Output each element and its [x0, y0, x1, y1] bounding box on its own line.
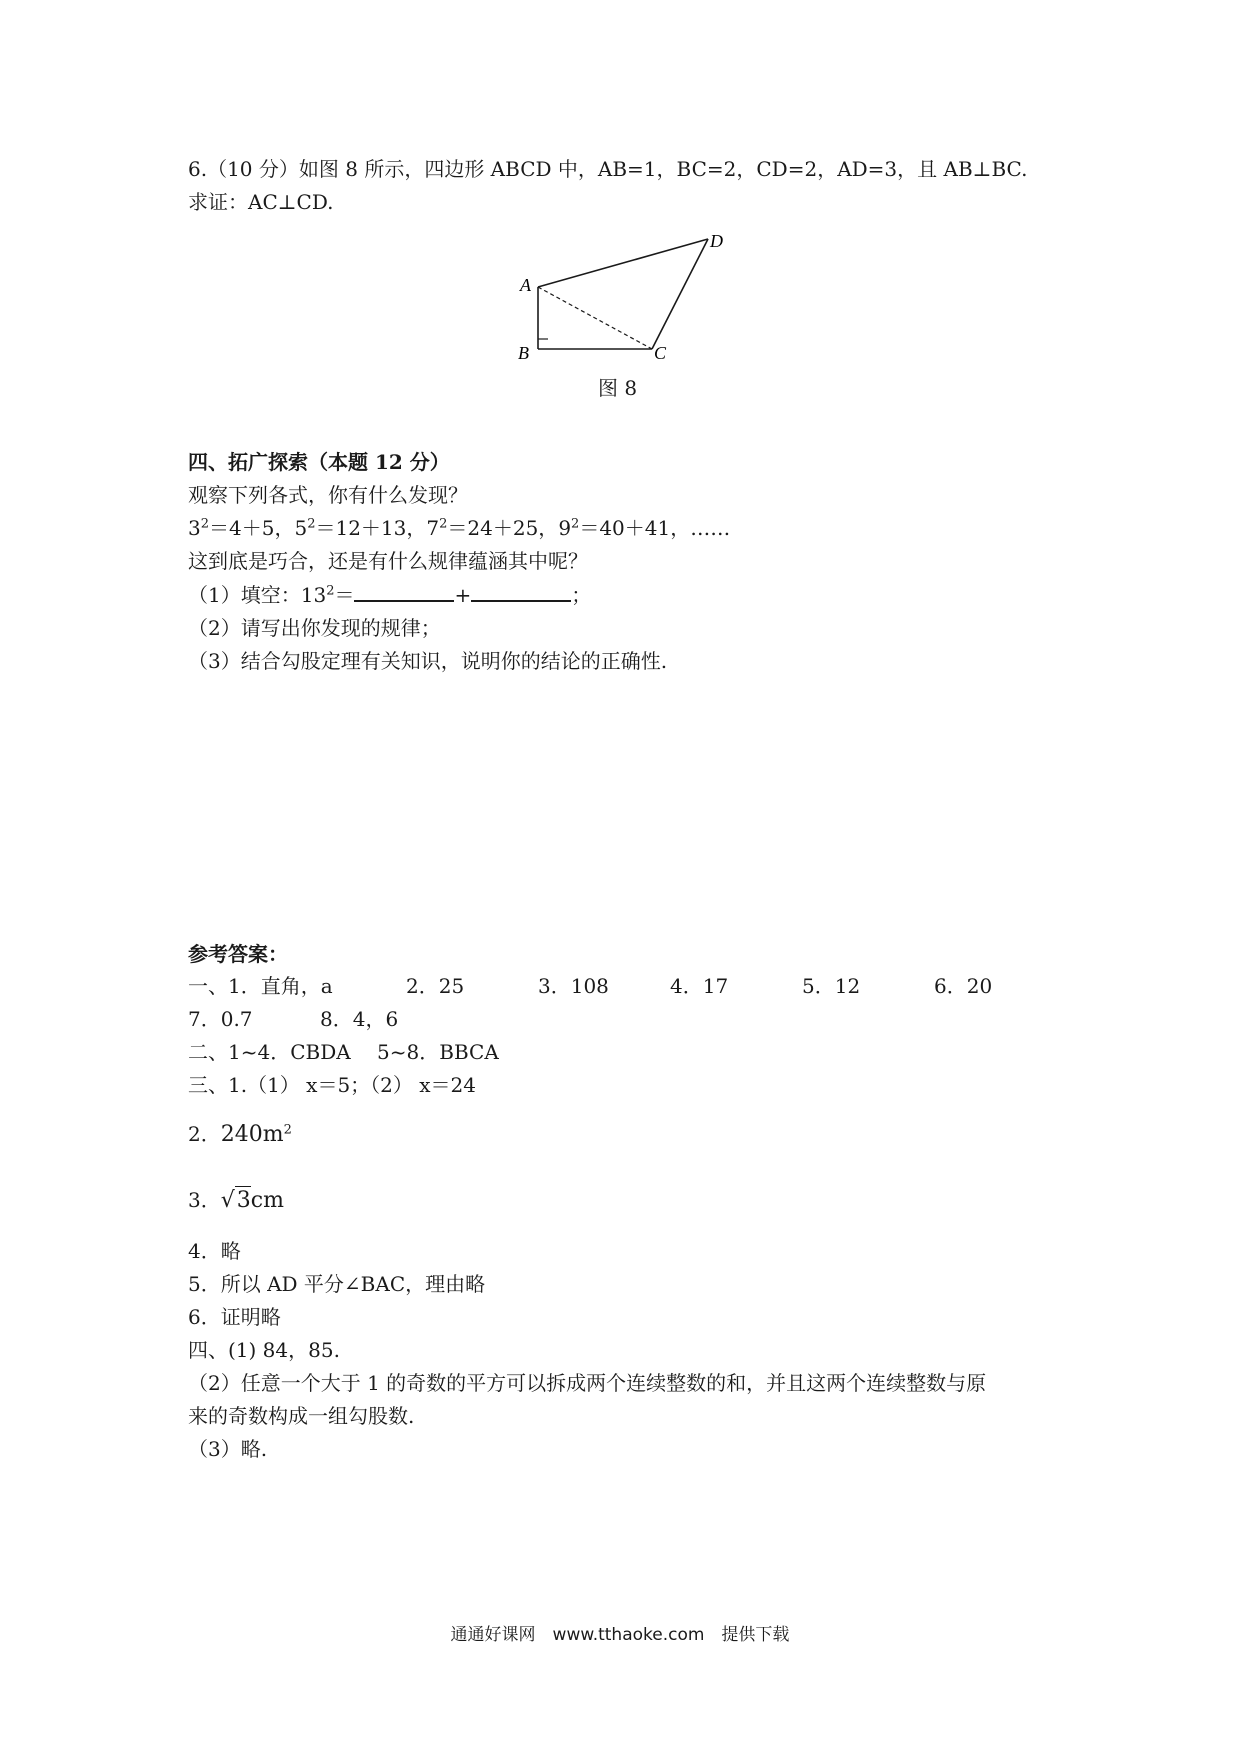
answer-blank-2[interactable] — [471, 582, 571, 602]
equation-1: $3^2=4+5$， — [188, 516, 295, 540]
equation-4: $9^2=40+41$，…… — [558, 516, 731, 540]
answer-1-5: 5．12 — [802, 974, 861, 998]
section4-intro: 观察下列各式，你有什么发现？ — [188, 483, 468, 507]
answers-row4: 三、1.（1） x＝5；（2） x＝24 — [188, 1073, 476, 1097]
answers-row13: （3）略. — [188, 1437, 268, 1461]
answer-1-8: 8．4，6 — [320, 1007, 399, 1031]
equation-2: $5^2=12+13$， — [294, 516, 427, 540]
answer-1-4: 4．17 — [670, 974, 729, 998]
label-b: B — [518, 343, 529, 363]
section4-title: 四、拓广探索（本题 12 分） — [188, 450, 450, 474]
problem6-line1: 6.（10 分）如图 8 所示，四边形 ABCD 中，AB=1，BC=2，CD=2，AD=3，且 AB⊥BC. — [188, 157, 1028, 181]
label-d: D — [710, 231, 723, 251]
section4-equations — [188, 514, 730, 542]
label-c: C — [654, 343, 667, 363]
answers-row10: 四、(1) 84，85. — [188, 1338, 340, 1362]
answer-1-2: 2．25 — [406, 974, 465, 998]
answers-row6: 3．√3cm — [188, 1188, 284, 1213]
answers-row12: 来的奇数构成一组勾股数. — [188, 1404, 415, 1428]
sqrt-symbol: √3 — [220, 1188, 251, 1213]
answers-row9: 6．证明略 — [188, 1305, 281, 1329]
section4-q3: （3）结合勾股定理有关知识，说明你的结论的正确性. — [188, 649, 668, 673]
answer-1-3: 3．108 — [538, 974, 609, 998]
segment-dc — [652, 239, 708, 349]
equation-3: $7^2=24+25$， — [426, 516, 559, 540]
answers-row11: （2）任意一个大于 1 的奇数的平方可以拆成两个连续整数的和，并且这两个连续整数与原 — [188, 1371, 987, 1395]
answers-row5: 2．$240m^2$ — [188, 1122, 292, 1147]
answers-row3: 二、1~4．CBDA 5~8．BBCA — [188, 1040, 499, 1064]
section4-q2: （2）请写出你发现的规律； — [188, 616, 441, 640]
section4-q1: （1）填空：$13^2=$ + ； — [188, 583, 592, 607]
answer-1-6: 6．20 — [934, 974, 993, 998]
problem6-line2: 求证：AC⊥CD. — [188, 190, 334, 214]
segment-ac-dashed — [538, 287, 652, 349]
segment-ad — [538, 239, 708, 287]
answers-row7: 4．略 — [188, 1239, 241, 1263]
answer-blank-1[interactable] — [354, 582, 454, 602]
answer-1-1: 一、1．直角，a — [188, 974, 333, 998]
figure-quadrilateral-abcd — [500, 225, 740, 380]
section4-question: 这到底是巧合，还是有什么规律蕴涵其中呢？ — [188, 549, 588, 573]
page-footer: 通通好课网 www.tthaoke.com 提供下载 — [450, 1625, 790, 1645]
figure-caption: 图 8 — [598, 376, 638, 400]
answer-1-7: 7．0.7 — [188, 1007, 253, 1031]
label-a: A — [520, 275, 531, 295]
answers-row8: 5．所以 AD 平分∠BAC，理由略 — [188, 1272, 486, 1296]
answers-title: 参考答案： — [188, 942, 288, 966]
